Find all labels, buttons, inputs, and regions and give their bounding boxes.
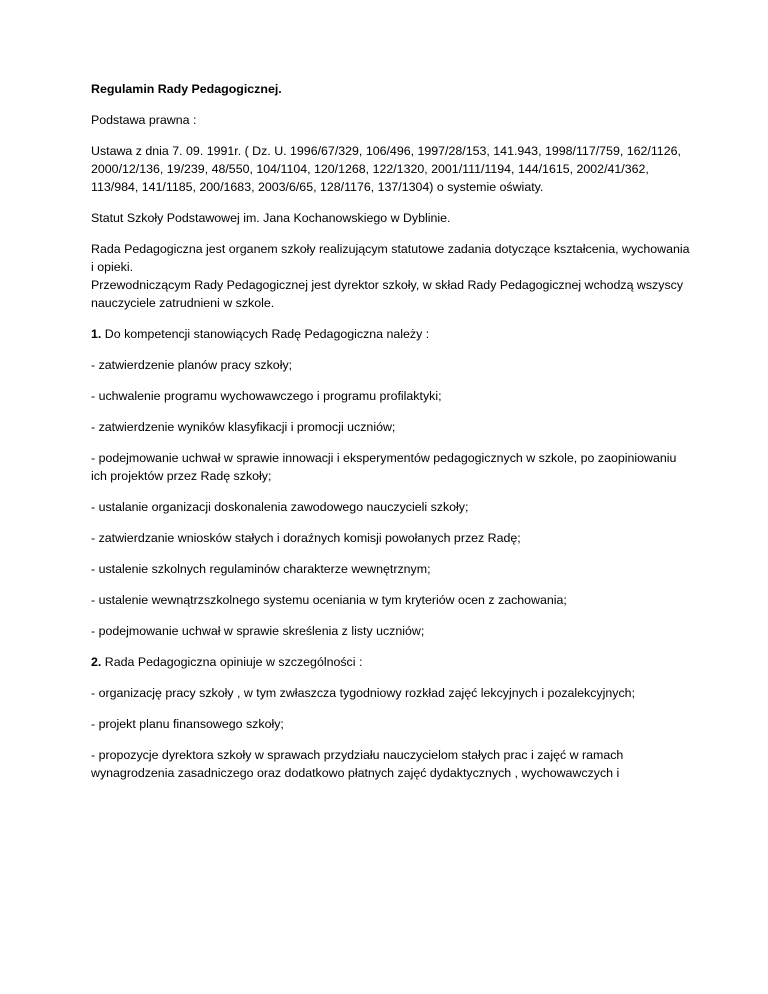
section-1-heading [91,325,691,343]
section-1-number: 1. [91,327,102,341]
intro-line-1: Rada Pedagogiczna jest organem szkoły realizującym statutowe zadania dotyczące kształcenia, wychowania i opieki. [91,242,690,274]
list-item: - zatwierdzenie planów pracy szkoły; [91,358,293,372]
intro-paragraph [91,240,691,312]
legal-basis-label: Podstawa prawna : [91,113,197,127]
intro-line-2: Przewodniczącym Rady Pedagogicznej jest dyrektor szkoły, w skład Rady Pedagogicznej wchodzą wszyscy nauczyciele zatrudnieni w szkole. [91,278,684,310]
list-item: - uchwalenie programu wychowawczego i programu profilaktyki; [91,389,442,403]
section-2-number: 2. [91,655,102,669]
document-title: Regulamin Rady Pedagogicznej. [91,82,282,96]
section-1-heading-text: Do kompetencji stanowiących Radę Pedagogiczna należy : [101,327,430,341]
section-2-heading-text: Rada Pedagogiczna opiniuje w szczególności : [101,655,363,669]
section-2-heading [91,653,691,671]
document-page [91,80,691,795]
list-item: - zatwierdzenie wyników klasyfikacji i promocji uczniów; [91,420,396,434]
list-item: - zatwierdzanie wniosków stałych i doraźnych komisji powołanych przez Radę; [91,531,521,545]
statute-reference: Statut Szkoły Podstawowej im. Jana Kochanowskiego w Dyblinie. [91,211,451,225]
legal-basis-text: Ustawa z dnia 7. 09. 1991r. ( Dz. U. 1996/67/329, 106/496, 1997/28/153, 141.943, 1998/117/759, 162/1126, 2000/12/136, 19/239, 48/550, 104/1104, 120/1268, 122/1320, 2001/111/1194, 144/1615, 2002/41/362, 113/984, 141/1185, 200/1683, 2003/6/65, 128/1176, 137/1304) o systemie oświaty. [91,144,681,194]
list-item: - projekt planu finansowego szkoły; [91,717,284,731]
list-item: - propozycje dyrektora szkoły w sprawach przydziału nauczycielom stałych prac i zajęć w ramach wynagrodzenia zasadniczego oraz dodatkowo płatnych zajęć dydaktycznych , wychowawczych i [91,748,624,780]
list-item: - ustalenie wewnątrzszkolnego systemu oceniania w tym kryteriów ocen z zachowania; [91,593,567,607]
list-item: - ustalenie szkolnych regulaminów charakterze wewnętrznym; [91,562,431,576]
list-item: - podejmowanie uchwał w sprawie innowacji i eksperymentów pedagogicznych w szkole, po zaopiniowaniu ich projektów przez Radę szkoły; [91,451,677,483]
list-item: - ustalanie organizacji doskonalenia zawodowego nauczycieli szkoły; [91,500,469,514]
list-item: - organizację pracy szkoły , w tym zwłaszcza tygodniowy rozkład zajęć lekcyjnych i pozalekcyjnych; [91,686,636,700]
list-item: - podejmowanie uchwał w sprawie skreślenia z listy uczniów; [91,624,425,638]
